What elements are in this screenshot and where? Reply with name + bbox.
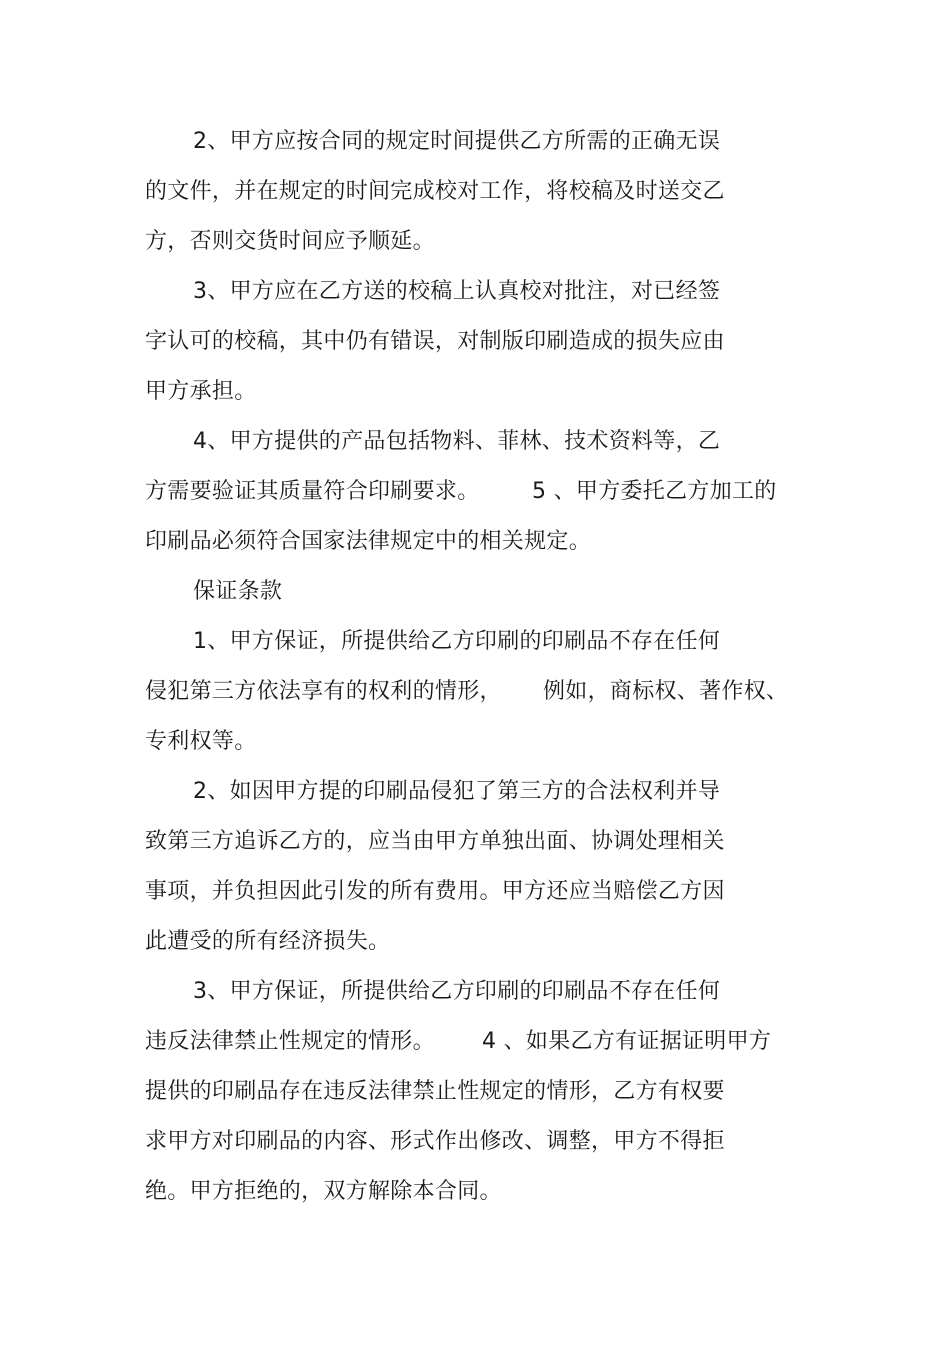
- paragraph-line: 3、甲方保证，所提供给乙方印刷的印刷品不存在任何: [193, 979, 721, 1004]
- paragraph-line: 甲方承担。: [145, 379, 257, 404]
- paragraph-line: 提供的印刷品存在违反法律禁止性规定的情形，乙方有权要: [145, 1079, 725, 1104]
- paragraph-line: 事项，并负担因此引发的所有费用。甲方还应当赔偿乙方因: [145, 879, 725, 904]
- paragraph-line: 致第三方追诉乙方的，应当由甲方单独出面、协调处理相关: [145, 829, 725, 854]
- paragraph-line: 例如，商标权、著作权、: [543, 679, 789, 704]
- paragraph-line: 的文件，并在规定的时间完成校对工作，将校稿及时送交乙: [145, 179, 725, 204]
- paragraph-line: 字认可的校稿，其中仍有错误，对制版印刷造成的损失应由: [145, 329, 725, 354]
- paragraph-line: 违反法律禁止性规定的情形。: [145, 1029, 435, 1054]
- section-heading: 保证条款: [193, 579, 283, 604]
- paragraph-line: 1、甲方保证，所提供给乙方印刷的印刷品不存在任何: [193, 629, 721, 654]
- paragraph-line: 2、甲方应按合同的规定时间提供乙方所需的正确无误: [193, 129, 721, 154]
- paragraph-line: 3、甲方应在乙方送的校稿上认真校对批注，对已经签: [193, 279, 721, 304]
- paragraph-line: 方，否则交货时间应予顺延。: [145, 229, 435, 254]
- paragraph-line: 此遭受的所有经济损失。: [145, 929, 391, 954]
- paragraph-line: 4 、如果乙方有证据证明甲方: [482, 1029, 772, 1054]
- paragraph-line: 2、如因甲方提的印刷品侵犯了第三方的合法权利并导: [193, 779, 721, 804]
- paragraph-line: 求甲方对印刷品的内容、形式作出修改、调整，甲方不得拒: [145, 1129, 725, 1154]
- paragraph-line: 4、甲方提供的产品包括物料、菲林、技术资料等，乙: [193, 429, 721, 454]
- paragraph-line: 专利权等。: [145, 729, 257, 754]
- paragraph-line: 方需要验证其质量符合印刷要求。: [145, 479, 480, 504]
- paragraph-line: 5 、甲方委托乙方加工的: [532, 479, 777, 504]
- paragraph-line: 侵犯第三方依法享有的权利的情形，: [145, 679, 502, 704]
- paragraph-line: 印刷品必须符合国家法律规定中的相关规定。: [145, 529, 592, 554]
- paragraph-line: 绝。甲方拒绝的，双方解除本合同。: [145, 1179, 502, 1204]
